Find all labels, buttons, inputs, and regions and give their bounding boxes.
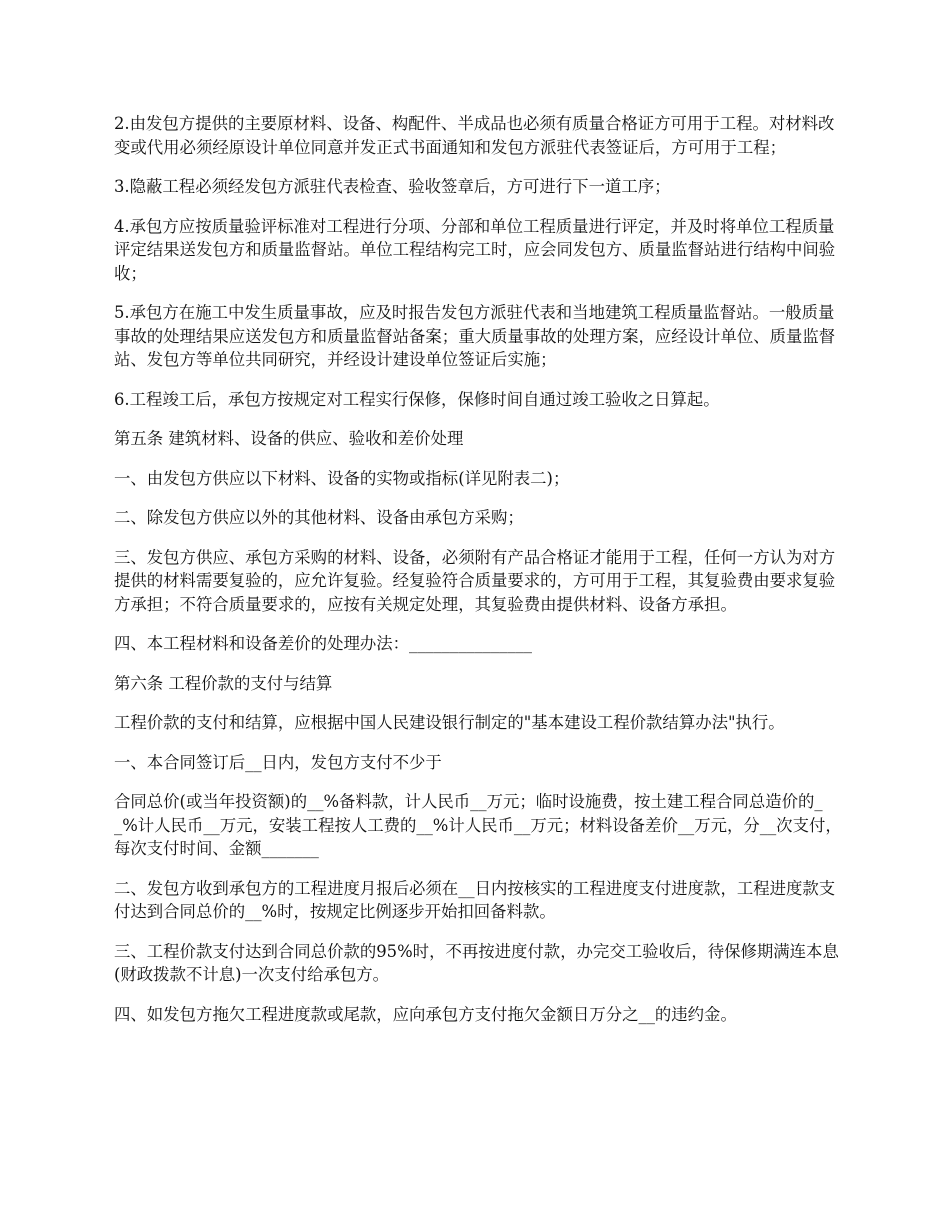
article-5-heading: 第五条 建筑材料、设备的供应、验收和差价处理 bbox=[114, 429, 464, 448]
paragraph-article-5-item-3: 三、发包方供应、承包方采购的材料、设备，必须附有产品合格证才能用于工程，任何一方认为对方提供的材料需要复验的，应允许复验。经复验符合质量要求的，方可用于工程，其复验费由要求复验方承担；不符合质量要求的，应按有关规定处理，其复验费由提供材料、设备方承担。 bbox=[114, 547, 836, 614]
article-6-heading: 第六条 工程价款的支付与结算 bbox=[114, 673, 333, 693]
paragraph-article-6-intro: 工程价款的支付和结算，应根据中国人民建设银行制定的"基本建设工程价款结算办法"执行。 bbox=[114, 713, 785, 732]
paragraph-clause-3: 3.隐蔽工程必须经发包方派驻代表检查、验收签章后，方可进行下一道工序； bbox=[114, 177, 671, 196]
paragraph-article-6-item-3: 三、工程价款支付达到合同总价款的95%时，不再按进度付款，办完交工验收后，待保修期满连本息(财政拨款不计息)一次支付给承包方。 bbox=[114, 941, 839, 984]
document-page bbox=[114, 112, 844, 1042]
paragraph-article-5-item-4: 四、本工程材料和设备差价的处理办法：_______________ bbox=[114, 634, 532, 653]
paragraph-article-6-item-2: 二、发包方收到承包方的工程进度月报后必须在__日内按核实的工程进度支付进度款，工程进度款支付达到合同总价的__%时，按规定比例逐步开始扣回备料款。 bbox=[114, 878, 836, 921]
paragraph-article-6-item-1: 一、本合同签订后__日内，发包方支付不少于 bbox=[114, 752, 442, 772]
paragraph-article-5-item-1: 一、由发包方供应以下材料、设备的实物或指标(详见附表二)； bbox=[114, 468, 570, 488]
paragraph-clause-4: 4.承包方应按质量验评标准对工程进行分项、分部和单位工程质量进行评定，并及时将单位工程质量评定结果送发包方和质量监督站。单位工程结构完工时，应会同发包方、质量监督站进行结构中间验收； bbox=[114, 216, 836, 283]
paragraph-article-6-item-4: 四、如发包方拖欠工程进度款或尾款，应向承包方支付拖欠金额日万分之__的违约金。 bbox=[114, 1004, 737, 1024]
paragraph-clause-2: 2.由发包方提供的主要原材料、设备、构配件、半成品也必须有质量合格证方可用于工程。对材料改变或代用必须经原设计单位同意并发正式书面通知和发包方派驻代表签证后，方可用于工程； bbox=[114, 114, 835, 157]
paragraph-clause-5: 5.承包方在施工中发生质量事故，应及时报告发包方派驻代表和当地建筑工程质量监督站。一般质量事故的处理结果应送发包方和质量监督站备案；重大质量事故的处理方案，应经设计单位、质量监督站、发包方等单位共同研究，并经设计建设单位签证后实施； bbox=[114, 303, 836, 369]
paragraph-article-6-item-1-cont: 合同总价(或当年投资额)的__%备料款，计人民币__万元；临时设施费，按土建工程合同总造价的__%计人民币__万元，安装工程按人工费的__%计人民币__万元；材料设备差价__万元，分__次支付，每次支付时间、金额_______ bbox=[114, 792, 842, 858]
paragraph-clause-6: 6.工程竣工后，承包方按规定对工程实行保修，保修时间自通过竣工验收之日算起。 bbox=[114, 389, 720, 409]
paragraph-article-5-item-2: 二、除发包方供应以外的其他材料、设备由承包方采购； bbox=[114, 508, 524, 527]
